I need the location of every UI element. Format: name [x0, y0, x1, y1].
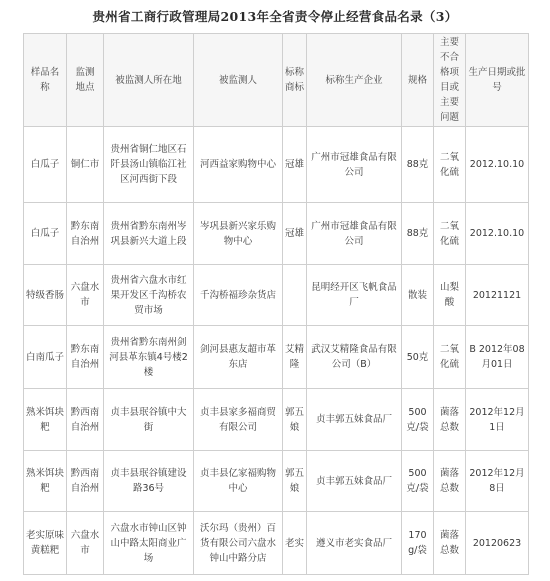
cell-date: 2012年12月1日 [466, 389, 529, 451]
column-header: 标称商标 [283, 34, 307, 127]
column-header: 规格 [402, 34, 434, 127]
column-header: 主要不合格项目或主要问题 [434, 34, 466, 127]
cell-manufacturer: 昆明经开区飞帆食品厂 [307, 265, 402, 326]
cell-sample-name: 白瓜子 [24, 127, 67, 203]
column-header: 生产日期或批号 [466, 34, 529, 127]
table-row [24, 512, 529, 575]
cell-problem: 二氧化硫 [434, 127, 466, 203]
column-header: 被监测人 [194, 34, 283, 127]
cell-location: 黔东南自治州 [67, 203, 104, 265]
cell-manufacturer: 贞丰郭五妹食品厂 [307, 451, 402, 512]
column-header: 标称生产企业 [307, 34, 402, 127]
cell-vendor: 河西益家购物中心 [194, 127, 283, 203]
cell-date: 20121121 [466, 265, 529, 326]
cell-vendor: 贞丰县亿家福购物中心 [194, 451, 283, 512]
table-row [24, 265, 529, 326]
cell-spec: 88克 [402, 127, 434, 203]
cell-spec: 50克 [402, 326, 434, 389]
table-row [24, 326, 529, 389]
cell-date: 2012.10.10 [466, 203, 529, 265]
cell-location: 铜仁市 [67, 127, 104, 203]
cell-spec: 88克 [402, 203, 434, 265]
cell-manufacturer: 广州市冠雄食品有限公司 [307, 127, 402, 203]
table-row [24, 389, 529, 451]
cell-address: 贞丰县珉谷镇中大街 [104, 389, 194, 451]
cell-problem: 二氧化硫 [434, 203, 466, 265]
cell-vendor: 沃尔玛（贵州）百货有限公司六盘水钟山中路分店 [194, 512, 283, 575]
cell-brand: 冠雄 [283, 203, 307, 265]
cell-location: 黔西南自治州 [67, 451, 104, 512]
cell-sample-name: 白瓜子 [24, 203, 67, 265]
column-header: 样品名称 [24, 34, 67, 127]
cell-sample-name: 熟米饵块粑 [24, 451, 67, 512]
table-row [24, 127, 529, 203]
cell-location: 六盘水市 [67, 512, 104, 575]
cell-date: B 2012年08月01日 [466, 326, 529, 389]
cell-vendor: 岑巩县新兴家乐购物中心 [194, 203, 283, 265]
cell-vendor: 剑河县惠友超市革东店 [194, 326, 283, 389]
cell-brand: 郭五娘 [283, 389, 307, 451]
cell-sample-name: 白南瓜子 [24, 326, 67, 389]
food-list-table [23, 33, 529, 575]
cell-address: 贵州省黔东南州岑巩县新兴大道上段 [104, 203, 194, 265]
cell-address: 贞丰县珉谷镇建设路36号 [104, 451, 194, 512]
cell-manufacturer: 广州市冠雄食品有限公司 [307, 203, 402, 265]
cell-address: 贵州省黔东南州剑河县革东镇4号楼2楼 [104, 326, 194, 389]
cell-spec: 170g/袋 [402, 512, 434, 575]
cell-address: 贵州省铜仁地区石阡县汤山镇临江社区河西街下段 [104, 127, 194, 203]
cell-date: 2012.10.10 [466, 127, 529, 203]
cell-spec: 散装 [402, 265, 434, 326]
column-header: 被监测人所在地 [104, 34, 194, 127]
cell-brand: 冠雄 [283, 127, 307, 203]
cell-location: 六盘水市 [67, 265, 104, 326]
cell-location: 黔西南自治州 [67, 389, 104, 451]
page-title: 贵州省工商行政管理局2013年全省责令停止经营食品名录（3） [92, 9, 458, 24]
table-row [24, 203, 529, 265]
cell-problem: 菌落总数 [434, 389, 466, 451]
cell-sample-name: 老实原味黄糕粑 [24, 512, 67, 575]
cell-manufacturer: 武汉艾精隆食品有限公司（B） [307, 326, 402, 389]
cell-problem: 二氧化硫 [434, 326, 466, 389]
cell-address: 贵州省六盘水市红果开发区千沟桥农贸市场 [104, 265, 194, 326]
cell-problem: 山梨酸 [434, 265, 466, 326]
table-header-row [24, 34, 529, 127]
cell-date: 2012年12月8日 [466, 451, 529, 512]
cell-brand [283, 265, 307, 326]
cell-brand: 郭五娘 [283, 451, 307, 512]
cell-vendor: 千沟桥福珍杂货店 [194, 265, 283, 326]
cell-date: 20120623 [466, 512, 529, 575]
cell-vendor: 贞丰县家多福商贸有限公司 [194, 389, 283, 451]
cell-address: 六盘水市钟山区钟山中路太阳商业广场 [104, 512, 194, 575]
cell-spec: 500克/袋 [402, 451, 434, 512]
cell-sample-name: 特级香肠 [24, 265, 67, 326]
cell-manufacturer: 贞丰郭五妹食品厂 [307, 389, 402, 451]
column-header: 监测地点 [67, 34, 104, 127]
cell-sample-name: 熟米饵块粑 [24, 389, 67, 451]
cell-problem: 菌落总数 [434, 451, 466, 512]
table-row [24, 451, 529, 512]
cell-brand: 老实 [283, 512, 307, 575]
cell-brand: 艾精隆 [283, 326, 307, 389]
cell-problem: 菌落总数 [434, 512, 466, 575]
cell-spec: 500克/袋 [402, 389, 434, 451]
cell-location: 黔东南自治州 [67, 326, 104, 389]
cell-manufacturer: 遵义市老实食品厂 [307, 512, 402, 575]
